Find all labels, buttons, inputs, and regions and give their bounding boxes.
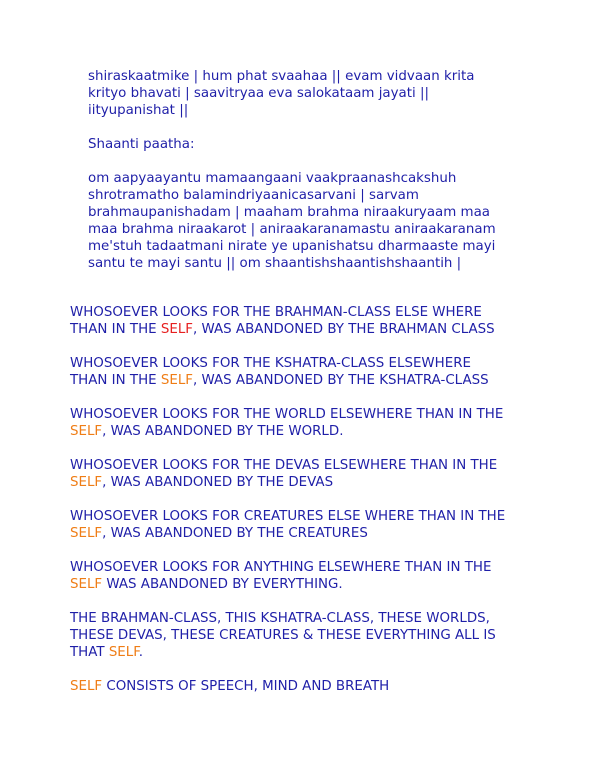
closing-verse — [88, 68, 548, 119]
self-word: SELF — [70, 679, 103, 694]
statement-self-consists: SELF CONSISTS OF SPEECH, MIND AND BREATH — [70, 679, 390, 694]
verse-line: shrotramatho balamindriyaanicasarvani | sarvam — [88, 188, 419, 203]
self-word: SELF — [160, 322, 193, 337]
statement-kshatra-class: WHOSOEVER LOOKS FOR THE KSHATRA-CLASS ELSEWHERE THAN IN THE SELF, WAS ABANDONED BY THE KSHATRA-CLASS — [70, 356, 489, 388]
self-word: SELF — [70, 424, 103, 439]
verse-line: brahmaupanishadam | maaham brahma niraakuryaam maa — [88, 205, 490, 220]
statement-everything: WHOSOEVER LOOKS FOR ANYTHING ELSEWHERE THAN IN THE SELF WAS ABANDONED BY EVERYTHING. — [70, 560, 492, 592]
statements-section — [70, 304, 560, 712]
statement-devas: WHOSOEVER LOOKS FOR THE DEVAS ELSEWHERE THAN IN THE SELF, WAS ABANDONED BY THE DEVAS — [70, 458, 498, 490]
shanti-verse — [88, 170, 548, 272]
verse-line: maa brahma niraakarot | aniraakaranamastu aniraakaranam — [88, 222, 496, 237]
shanti-heading: Shaanti paatha: — [88, 137, 195, 152]
self-word: SELF — [70, 526, 103, 541]
verse-line: om aapyaayantu mamaangaani vaakpraanashcakshuh — [88, 171, 457, 186]
statement-world: WHOSOEVER LOOKS FOR THE WORLD ELSEWHERE THAN IN THE SELF, WAS ABANDONED BY THE WORLD. — [70, 407, 504, 439]
statement-creatures: WHOSOEVER LOOKS FOR CREATURES ELSE WHERE THAN IN THE SELF, WAS ABANDONED BY THE CREATURES — [70, 509, 506, 541]
verse-line: me'stuh tadaatmani nirate ye upanishatsu dharmaaste mayi — [88, 239, 496, 254]
verse-line: iityupanishat || — [88, 103, 189, 118]
self-word: SELF — [70, 577, 103, 592]
sanskrit-section — [88, 68, 548, 289]
statement-summary: THE BRAHMAN-CLASS, THIS KSHATRA-CLASS, THESE WORLDS, THESE DEVAS, THESE CREATURES & THESE EVERYTHING ALL IS THAT SELF. — [70, 611, 496, 660]
self-word: SELF — [70, 475, 103, 490]
verse-line: santu te mayi santu || om shaantishshaantishshaantih | — [88, 256, 462, 271]
self-word: SELF — [160, 373, 193, 388]
statement-brahman-class: WHOSOEVER LOOKS FOR THE BRAHMAN-CLASS ELSE WHERE THAN IN THE SELF, WAS ABANDONED BY THE BRAHMAN CLASS — [70, 305, 495, 337]
verse-line: shiraskaatmike | hum phat svaahaa || evam vidvaan krita — [88, 69, 475, 84]
self-word: SELF — [108, 645, 139, 660]
verse-line: krityo bhavati | saavitryaa eva salokataam jayati || — [88, 86, 430, 101]
